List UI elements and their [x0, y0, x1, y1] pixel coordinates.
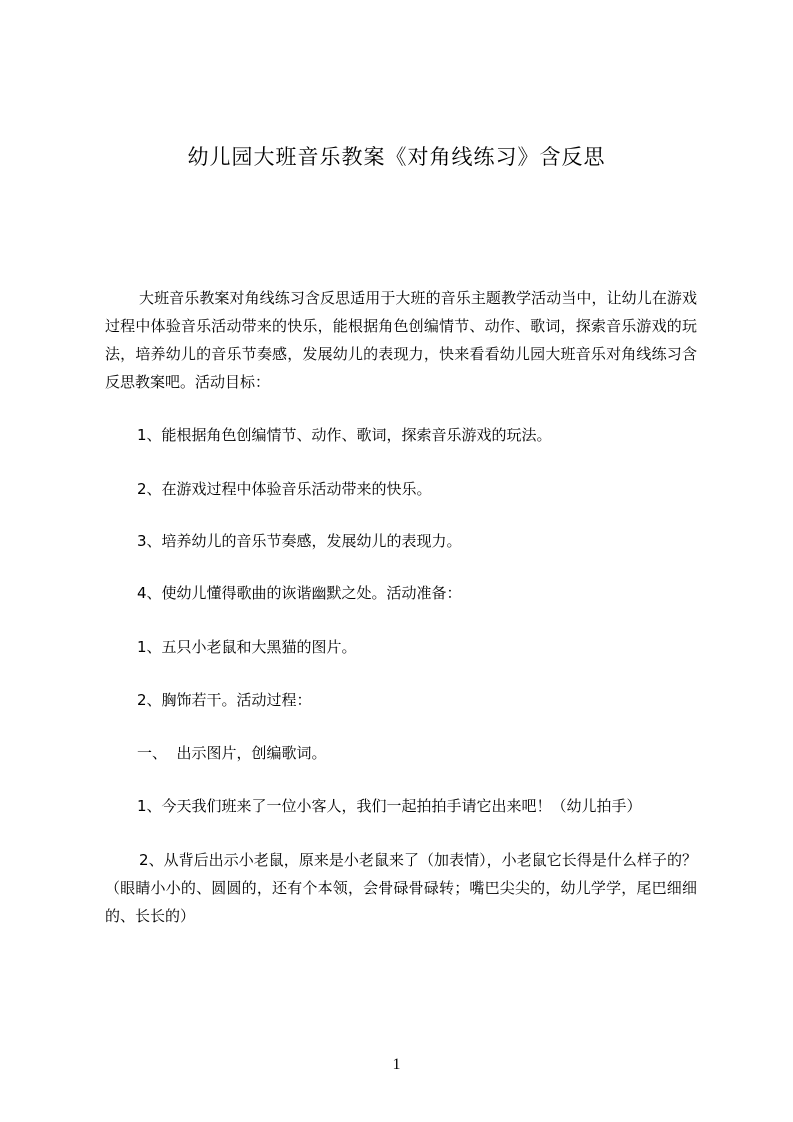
intro-paragraph: 大班音乐教案对角线练习含反思适用于大班的音乐主题教学活动当中，让幼儿在游戏过程中体验音乐活动带来的快乐，能根据角色创编情节、动作、歌词，探索音乐游戏的玩法，培养幼儿的音乐节奏感，发展幼儿的表现力，快来看看幼儿园大班音乐对角线练习含反思教案吧。活动目标： — [105, 289, 697, 391]
goal-item-1: 1、能根据角色创编情节、动作、歌词，探索音乐游戏的玩法。 — [137, 426, 552, 444]
page-number: 1 — [392, 1056, 401, 1073]
process-heading: 一、 出示图片，创编歌词。 — [137, 744, 327, 762]
prep-item-2: 2、胸饰若干。活动过程： — [137, 691, 312, 709]
goal-item-2: 2、在游戏过程中体验音乐活动带来的快乐。 — [137, 480, 432, 498]
process-step-1: 1、今天我们班来了一位小客人，我们一起拍拍手请它出来吧！（幼儿拍手） — [137, 797, 642, 815]
prep-item-1: 1、五只小老鼠和大黑猫的图片。 — [137, 638, 357, 656]
goal-item-3: 3、培养幼儿的音乐节奏感，发展幼儿的表现力。 — [137, 532, 462, 550]
process-step-2: 2、从背后出示小老鼠，原来是小老鼠来了（加表情），小老鼠它长得是什么样子的？（眼睛小小的、圆圆的，还有个本领，会骨碌骨碌转；嘴巴尖尖的，幼儿学学，尾巴细细的、长长的） — [105, 851, 697, 925]
goal-item-4: 4、使幼儿懂得歌曲的诙谐幽默之处。活动准备： — [137, 584, 462, 602]
document-title: 幼儿园大班音乐教案《对角线练习》含反思 — [187, 145, 606, 169]
